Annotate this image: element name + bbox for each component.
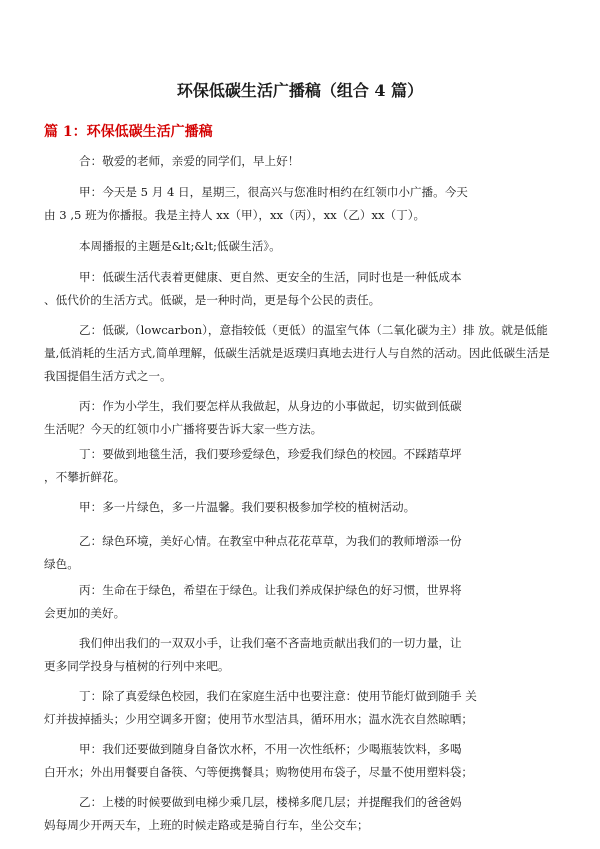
paragraph-classroom-plants: 乙：绿色环境，美好心情。在教室中种点花花草草，为我们的教师增添一份 绿色。 xyxy=(44,534,462,571)
paragraph-lowcarbon-life: 甲：低碳生活代表着更健康、更自然、更安全的生活，同时也是一种低成本 、低代价的生活方式。低碳，是一种时尚，更是每个公民的责任。 xyxy=(44,270,462,307)
paragraph-transport: 乙：上楼的时候要做到电梯少乘几层，楼梯多爬几层；并提醒我们的爸爸妈 妈每周少开两天车，上班的时候走路或是骑自行车，坐公交车； xyxy=(44,795,462,832)
paragraph-tree-planting: 甲：多一片绿色，多一片温馨。我们要积极参加学校的植树活动。 xyxy=(79,500,416,514)
paragraph-intro: 甲：今天是 5 月 4 日，星期三，很高兴与您准时相约在红领巾小广播。今天 由 3 ,5 班为你播报。我是主持人 xx（甲），xx（丙），xx（乙）xx（丁）。 xyxy=(44,185,468,222)
section-title: 篇 1：环保低碳生活广播稿 xyxy=(44,124,213,140)
paragraph-protect-green: 丙：生命在于绿色，希望在于绿色。让我们养成保护绿色的好习惯，世界将 会更加的美好。 xyxy=(44,583,462,620)
document-title: 环保低碳生活广播稿（组合 4 篇） xyxy=(176,81,424,100)
paragraph-daily-habits: 甲：我们还要做到随身自备饮水杯，不用一次性纸杯；少喝瓶装饮料，多喝 白开水；外出用餐要自备筷、勺等便携餐具；购物使用布袋子，尽量不使用塑料袋； xyxy=(44,742,473,779)
paragraph-greeting: 合：敬爱的老师，亲爱的同学们，早上好！ xyxy=(79,154,300,168)
paragraph-join-planting: 我们伸出我们的一双双小手，让我们毫不吝啬地贡献出我们的一切力量，让 更多同学投身与植树的行列中来吧。 xyxy=(44,636,462,673)
paragraph-home-tips: 丁：除了真爱绿色校园，我们在家庭生活中也要注意：使用节能灯做到随手 关 灯并拔掉插头；少用空调多开窗；使用节水型洁具，循环用水；温水洗衣自然晾晒； xyxy=(44,689,477,726)
paragraph-definition: 乙：低碳,（lowcarbon），意指较低（更低）的温室气体（二氧化碳为主）排 放。就是低能 量,低消耗的生活方式,简单理解，低碳生活就是返璞归真地去进行人与自然的活动。因此低碳生活是 我国提倡生活方式之一。 xyxy=(44,323,550,383)
paragraph-students: 丙：作为小学生，我们要怎样从我做起，从身边的小事做起，切实做到低碳 生活呢？今天的红领巾小广播将要告诉大家一些方法。 xyxy=(44,399,462,436)
paragraph-theme: 本周播报的主题是&lt;&lt;低碳生活》。 xyxy=(79,239,281,253)
paragraph-green-campus: 丁：要做到地毯生活，我们要珍爱绿色，珍爱我们绿色的校园。不踩踏草坪 ，不攀折鲜花。 xyxy=(44,447,462,484)
